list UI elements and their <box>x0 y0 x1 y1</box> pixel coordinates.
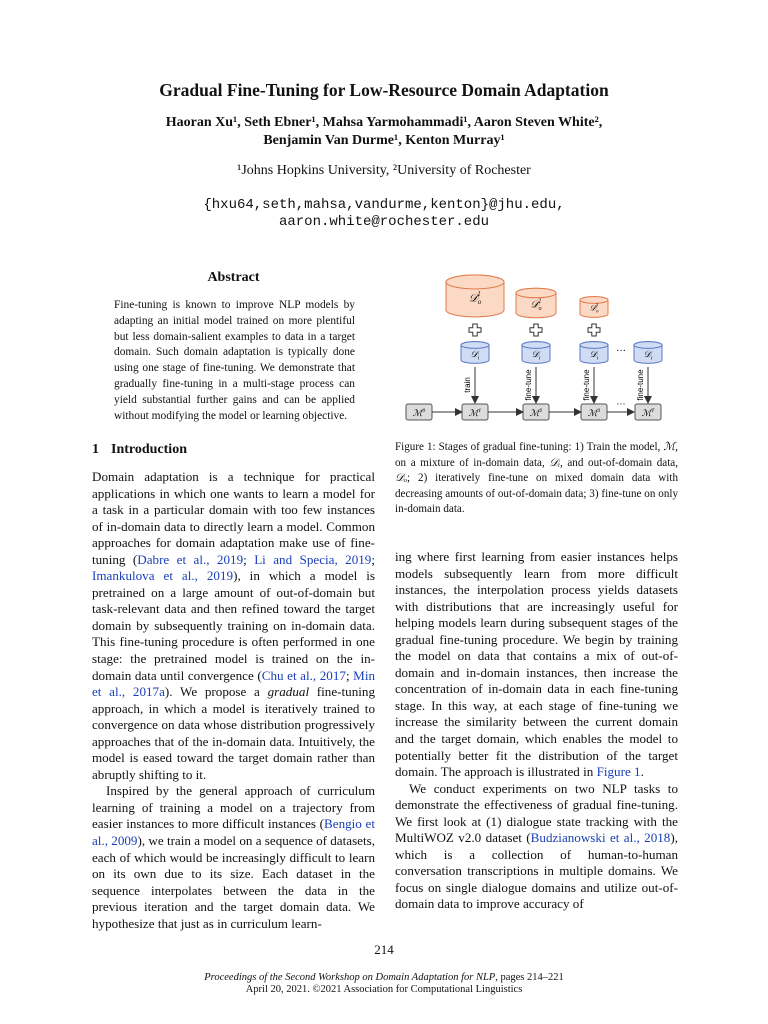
out-of-domain-data-cylinder <box>446 275 504 317</box>
model-label: ℳ$^1$ <box>468 407 482 418</box>
intro-paragraph-1: Domain adaptation is a technique for practical applications in which one wants to learn a model for a task in a particular domain with too few instances of in-domain data to directly learn a model. Common approaches for domain adaptation make use of fine-tuning (Dabre et al., 2019; Li and Specia, 2019; Imankulova et al., 2019), in which a model is pretrained on a large amount of out-of-domain but task-relevant data and then refined toward the target domain by subsequently training on in-domain data. This fine-tuning procedure is often performed in one stage: the pretrained model is trained on the in-domain data until convergence (Chu et al., 2017; Min et al., 2017a). We propose a gradual fine-tuning approach, in which a model is iteratively trained to convergence on data whose distribution progressively approaches that of the in-domain data. Intuitively, the model is eased toward the target domain rather than abruptly shifting to it. <box>92 469 375 782</box>
model-box <box>581 404 607 420</box>
page-footer <box>0 972 768 996</box>
model-label: ℳ$^2$ <box>529 407 543 418</box>
citation-link[interactable]: Li and Specia, 2019 <box>254 551 372 567</box>
out-of-domain-label: 𝒟$_o$1 <box>468 290 482 307</box>
arrow-label: fine-tune <box>636 369 645 401</box>
citation-link[interactable]: Dabre et al., 2019 <box>137 551 244 567</box>
figure-1-caption: Figure 1: Stages of gradual fine-tuning: 1) Train the model, ℳ, on a mixture of in-domain data, 𝒟ᵢ, and out-of-domain data, 𝒟ₒ; 2) iteratively fine-tune on mixed domain data with decreasing amounts of out-of-domain data; 3) fine-tune on only in-domain data. <box>395 441 678 515</box>
training-arrow <box>636 367 648 403</box>
in-domain-label: 𝒟$_i$ <box>531 349 541 362</box>
model-box <box>462 404 488 420</box>
out-of-domain-label: 𝒟$_o$3 <box>589 303 599 315</box>
plus-icon <box>588 324 600 336</box>
paper-title: Gradual Fine-Tuning for Low-Resource Domain Adaptation <box>159 80 609 100</box>
figure-reference-link[interactable]: Figure 1 <box>596 764 641 780</box>
ellipsis: ··· <box>616 399 626 409</box>
footer-proceedings: Proceedings of the Second Workshop on Domain Adaptation for NLP, pages 214–221 <box>204 972 564 983</box>
intro-paragraph-2-continued: ing where first learning from easier instances helps models subsequently learn from more difficult instances, the interpolation process yields datasets with distributions that are increasingly useful for helping models learn during subsequent stages of the gradual fine-tuning procedure. We begin by training the model on data that contains a mix of out-of-domain and in-domain instances, then increase the concentration of in-domain data in each fine-tuning stage. In this way, at each stage of fine-tuning we increase the similarity between the current domain and the target domain, which enables the model to potentially better fit the distribution of the target domain. The approach is illustrated in Figure 1. <box>395 549 678 780</box>
section-heading-introduction <box>92 442 187 458</box>
model-label: ℳ$^T$ <box>641 407 655 418</box>
left-column-text <box>92 469 375 932</box>
out-of-domain-label: 𝒟$_o$2 <box>530 297 542 312</box>
page-number: 214 <box>374 942 394 957</box>
training-arrow <box>524 367 536 403</box>
right-column-text <box>395 549 678 913</box>
gradual-finetuning-diagram <box>395 268 685 430</box>
citation-link[interactable]: Budzianowski et al., 2018 <box>530 830 671 846</box>
arrow-label: fine-tune <box>582 369 591 401</box>
in-domain-data-cylinder <box>461 342 489 364</box>
footer-date-copyright: April 20, 2021. ©2021 Association for Computational Linguistics <box>245 984 523 995</box>
intro-paragraph-2: Inspired by the general approach of curriculum learning of training a model on a trajectory from easier instances to more difficult instances (Bengio et al., 2009), we train a model on a sequence of datasets, each of which would be increasingly difficult to learn on its own due to its size. Each dataset in the sequence interpolates between the data in the previous iteration and the target domain data. We hypothesize that just as in curriculum learn- <box>92 783 375 931</box>
training-arrow <box>582 367 594 403</box>
email-line-2: aaron.white@rochester.edu <box>278 214 490 230</box>
author-list <box>0 114 768 150</box>
citation-link[interactable]: Min et al., 2017a <box>92 667 375 700</box>
in-domain-data-cylinder <box>580 342 608 364</box>
model-box <box>523 404 549 420</box>
plus-icon <box>530 324 542 336</box>
in-domain-data-cylinder <box>634 342 662 364</box>
citation-link[interactable]: Imankulova et al., 2019 <box>92 568 234 584</box>
citation-link[interactable]: Bengio et al., 2009 <box>92 816 375 849</box>
arrow-label: fine-tune <box>524 369 533 401</box>
model-label: ℳ$^3$ <box>587 407 601 418</box>
in-domain-label: 𝒟$_i$ <box>643 349 653 362</box>
affiliations: ¹Johns Hopkins University, ²University of Rochester <box>237 163 531 178</box>
training-arrow <box>463 367 475 403</box>
ellipsis: ··· <box>616 346 626 357</box>
intro-paragraph-3: We conduct experiments on two NLP tasks to demonstrate the effectiveness of gradual fine-tuning. We first look at (1) dialogue state tracking with the MultiWOZ v2.0 dataset (Budzianowski et al., 2018), which is a collection of human-to-human conversation transcriptions in multiple domains. We focus on single dialogue domains and utilize out-of-domain data to improve accuracy of <box>395 780 678 912</box>
out-of-domain-data-cylinder <box>580 297 608 318</box>
plus-icon <box>469 324 481 336</box>
author-line-1: Haoran Xu¹, Seth Ebner¹, Mahsa Yarmohammadi¹, Aaron Steven White², <box>165 115 603 130</box>
abstract-heading: Abstract <box>207 270 260 285</box>
in-domain-data-cylinder <box>522 342 550 364</box>
model-box <box>406 404 432 420</box>
in-domain-label: 𝒟$_i$ <box>589 349 599 362</box>
arrow-label: train <box>463 377 472 393</box>
citation-link[interactable]: Chu et al., 2017 <box>261 667 346 683</box>
in-domain-label: 𝒟$_i$ <box>470 349 480 362</box>
email-line-1: {hxu64,seth,mahsa,vandurme,kenton}@jhu.edu, <box>203 197 565 213</box>
model-label: ℳ$^0$ <box>412 407 426 418</box>
abstract-body: Fine-tuning is known to improve NLP models by adapting an initial model trained on more plentiful but less domain-salient examples to data in a target domain. Such domain adaptation is typically done using one stage of fine-tuning. We demonstrate that gradually fine-tuning in a multi-stage process can yield substantial further gains and can be applied without modifying the model or learning objective. <box>114 299 355 422</box>
out-of-domain-data-cylinder <box>516 288 556 318</box>
author-emails <box>0 197 768 231</box>
author-line-2: Benjamin Van Durme¹, Kenton Murray¹ <box>263 133 505 148</box>
model-box <box>635 404 661 420</box>
section-number: 1 <box>92 442 99 457</box>
section-title: Introduction <box>111 442 187 457</box>
